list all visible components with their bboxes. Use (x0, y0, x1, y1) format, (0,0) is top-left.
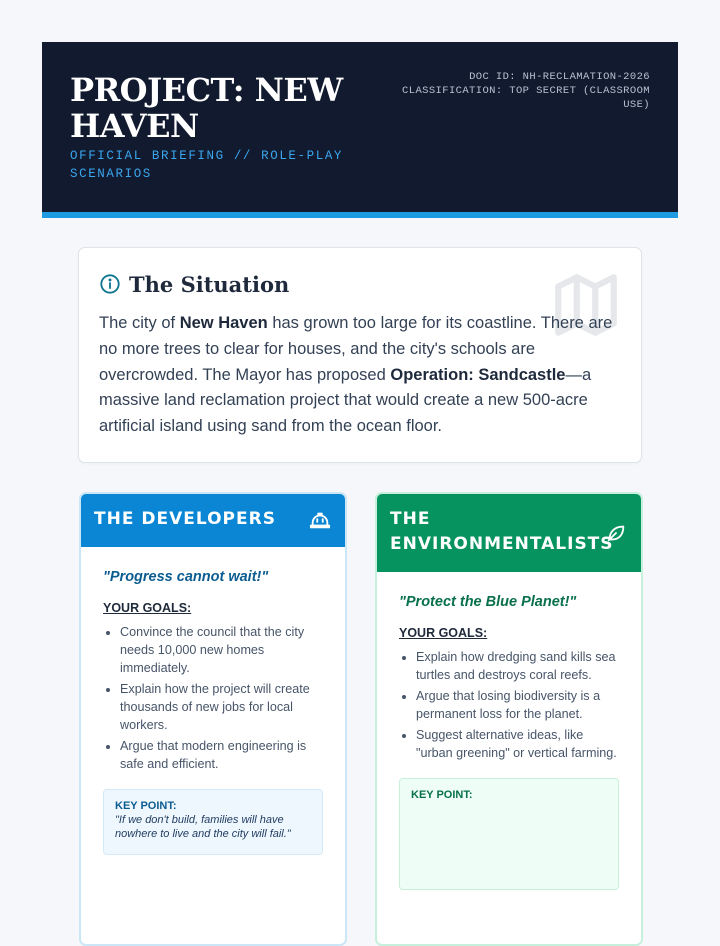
environmentalists-header (377, 494, 641, 572)
developers-key-point (103, 789, 323, 855)
developers-goals (103, 623, 323, 773)
goal-item: • Suggest alternative ideas, like "urban greening" or vertical farming. (416, 726, 619, 762)
situation-text-part: The city of (99, 314, 180, 332)
environmentalists-quote: "Protect the Blue Planet!" (399, 594, 577, 610)
environmentalists-goals-label: YOUR GOALS: (399, 626, 488, 640)
document-meta (390, 70, 650, 112)
developers-card (79, 492, 347, 946)
leaf-icon (605, 522, 627, 544)
briefing-header (42, 42, 678, 218)
page-title: PROJECT: NEW HAVEN (70, 71, 343, 145)
developers-title: THE DEVELOPERS (94, 509, 276, 529)
environmentalists-card (375, 492, 643, 946)
situation-text (99, 311, 619, 440)
city-name: New Haven (179, 314, 268, 332)
situation-heading (99, 270, 289, 298)
goal-item: • Explain how dredging sand kills sea turtles and destroys coral reefs. (416, 648, 619, 684)
situation-text-part: —a massive land reclamation project that would create a new 500-acre artificial island using sand from the ocean floor. (99, 365, 592, 436)
hard-hat-icon (309, 509, 331, 531)
environmentalists-key-point (399, 778, 619, 890)
key-point-label: KEY POINT: (411, 789, 473, 801)
developers-header (81, 494, 345, 547)
page-subtitle: OFFICIAL BRIEFING // ROLE-PLAY SCENARIOS (70, 149, 344, 181)
goal-item: • Convince the council that the city needs 10,000 new homes immediately. (120, 623, 323, 677)
environmentalists-title: THE ENVIRONMENTALISTS (390, 509, 614, 554)
goal-item: • Argue that losing biodiversity is a permanent loss for the planet. (416, 687, 619, 723)
developers-quote: "Progress cannot wait!" (103, 569, 269, 585)
goal-item: • Argue that modern engineering is safe and efficient. (120, 737, 323, 773)
situation-text-part: has grown too large for its coastline. There are no more trees to clear for houses, and the city's schools are overcrowded. The Mayor has proposed (99, 314, 613, 384)
situation-title: The Situation (129, 271, 290, 297)
operation-name: Operation: Sandcastle (390, 365, 566, 384)
situation-card (78, 247, 642, 463)
doc-id: DOC ID: NH-RECLAMATION-2026 (469, 71, 650, 83)
key-point-label: KEY POINT: (115, 800, 177, 812)
developers-goals-label: YOUR GOALS: (103, 601, 192, 615)
info-icon (99, 273, 121, 295)
classification: CLASSIFICATION: TOP SECRET (CLASSROOM USE) (402, 85, 650, 111)
key-point-text: "If we don't build, families will have nowhere to live and the city will fail." (115, 814, 291, 840)
goal-item: • Explain how the project will create thousands of new jobs for local workers. (120, 680, 323, 734)
environmentalists-goals (399, 648, 619, 762)
